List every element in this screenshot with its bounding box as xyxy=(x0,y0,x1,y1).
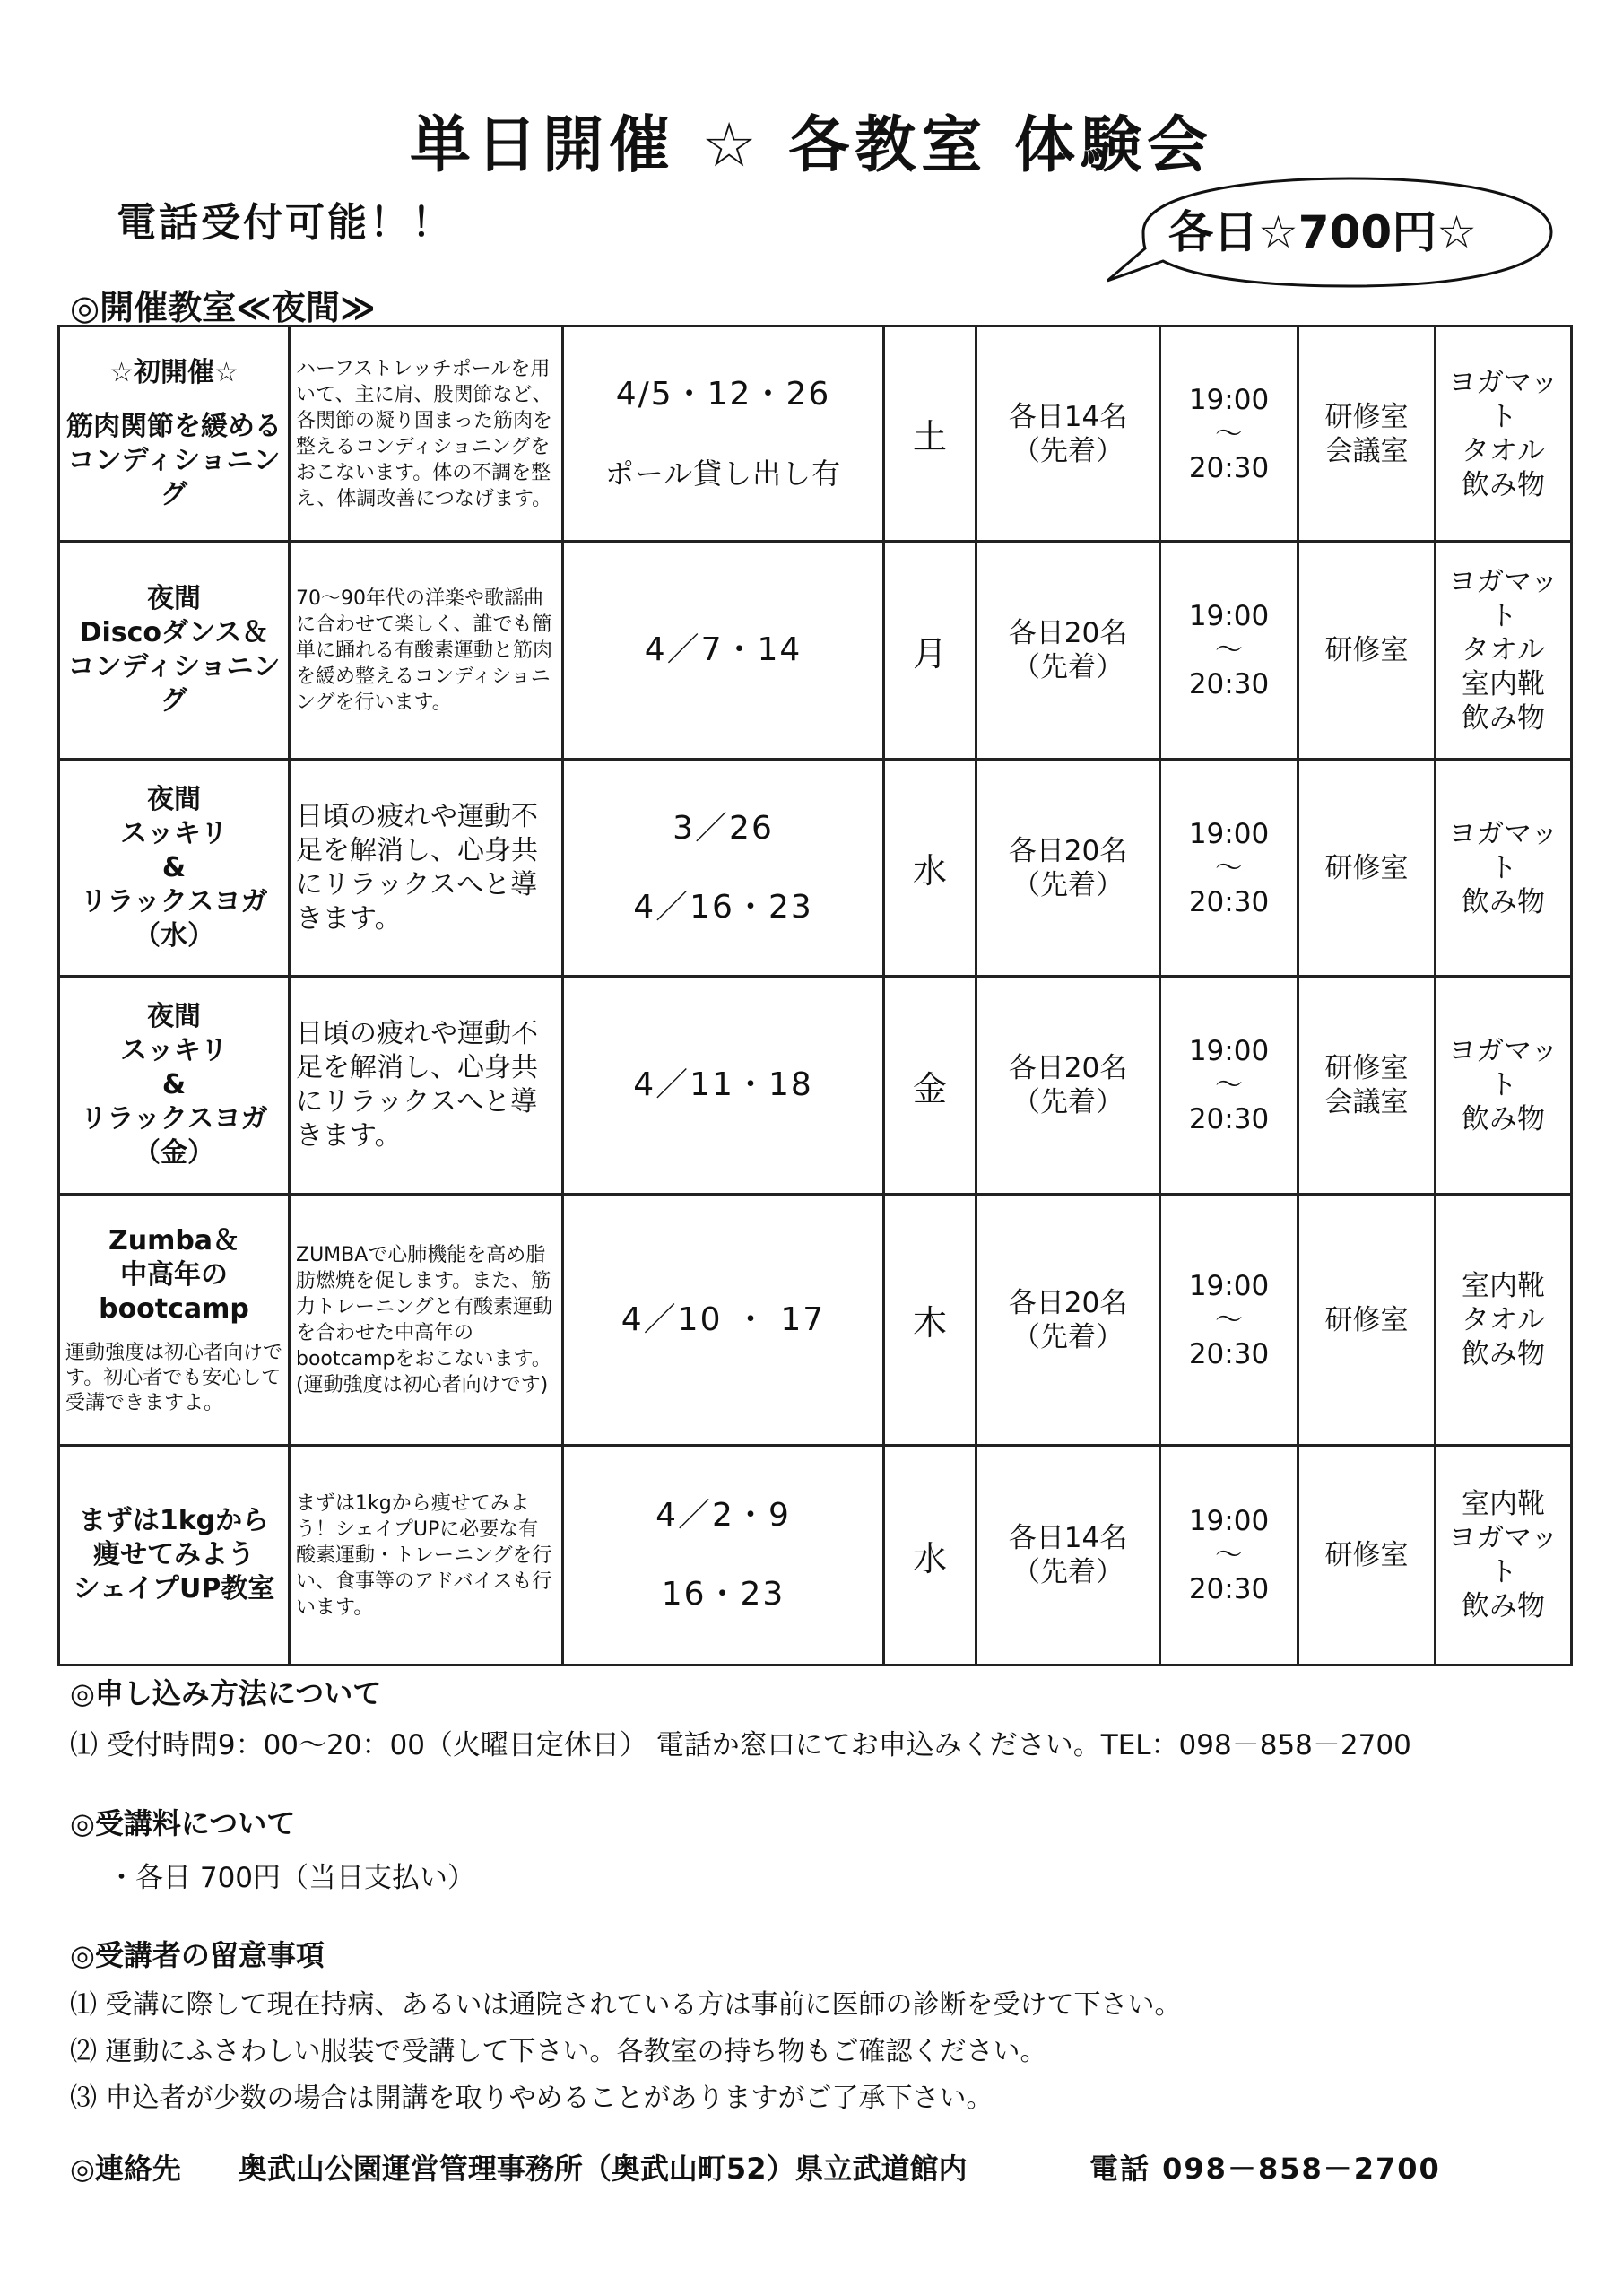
class-name-line: 中高年の xyxy=(120,1258,228,1291)
class-weekday: 土 xyxy=(884,326,976,542)
class-capacity-line: 各日20名 xyxy=(1008,834,1128,867)
class-room xyxy=(1298,977,1436,1195)
class-name-line: コンディショニング xyxy=(67,444,281,510)
class-time xyxy=(1160,760,1298,977)
class-dates-line: 16・23 xyxy=(661,1576,785,1613)
class-room-line: 研修室 xyxy=(1324,634,1409,666)
class-name-line: 痩せてみよう xyxy=(93,1539,255,1570)
class-weekday: 木 xyxy=(884,1195,976,1446)
class-name-line: bootcamp xyxy=(99,1292,249,1325)
class-row xyxy=(59,542,1572,760)
class-row xyxy=(59,977,1572,1195)
apply-line: ⑴ 受付時間9：00～20：00（火曜日定休日） 電話か窓口にてお申込みください。TEL：098－858－2700 xyxy=(70,1729,1411,1761)
class-capacity-line: 各日20名 xyxy=(1008,1052,1128,1084)
class-name-line: ☆初開催☆ xyxy=(109,356,239,388)
class-time xyxy=(1160,1195,1298,1446)
class-room-line: 研修室 xyxy=(1324,1539,1409,1571)
phone-reception-note: 電話受付可能！！ xyxy=(117,200,454,246)
class-dates xyxy=(563,977,884,1195)
class-capacity-line: 各日14名 xyxy=(1008,1522,1128,1554)
notes-heading: ◎受講者の留意事項 xyxy=(70,1938,325,1972)
class-dates-line: 4／11・18 xyxy=(633,1066,813,1103)
class-capacity-line: （先着） xyxy=(1012,1086,1124,1118)
class-dates xyxy=(563,760,884,977)
class-items-to-bring-line: 飲み物 xyxy=(1462,1590,1545,1622)
class-items-to-bring-line: ヨガマット xyxy=(1448,1035,1558,1101)
class-name-line: （水） xyxy=(134,919,214,952)
class-weekday: 水 xyxy=(884,760,976,977)
class-name xyxy=(59,760,290,977)
class-schedule-table xyxy=(57,325,1573,1666)
class-description: まずは1kgから痩せてみよう！シェイプUPに必要な有酸素運動・トレーニングを行い、食事等のアドバイスも行います。 xyxy=(290,1446,563,1665)
class-time-line: 20:30 xyxy=(1188,451,1270,484)
class-row xyxy=(59,326,1572,542)
class-time-line: ～ xyxy=(1215,634,1243,666)
class-time-line: 20:30 xyxy=(1188,668,1270,700)
class-dates-line: 4／2・9 xyxy=(655,1497,791,1534)
class-description: ハーフストレッチポールを用いて、主に肩、股関節など、各関節の凝り固まった筋肉を整えるコンディショニングをおこないます。体の不調を整え、体調改善につなげます。 xyxy=(290,326,563,542)
class-dates xyxy=(563,1195,884,1446)
class-items-to-bring-line: タオル xyxy=(1462,1303,1545,1336)
section-heading-night: ◎開催教室≪夜間≫ xyxy=(70,288,376,327)
class-room xyxy=(1298,542,1436,760)
class-items-to-bring xyxy=(1436,977,1572,1195)
class-name-line: & xyxy=(161,1069,187,1100)
class-items-to-bring-line: ヨガマット xyxy=(1448,366,1558,433)
class-time-line: 19:00 xyxy=(1188,1035,1270,1067)
class-items-to-bring xyxy=(1436,326,1572,542)
class-dates-line: 4／7・14 xyxy=(644,631,803,668)
class-capacity-line: （先着） xyxy=(1012,1556,1124,1588)
price-text: 各日☆700円☆ xyxy=(1167,206,1478,258)
class-capacity-line: （先着） xyxy=(1012,651,1124,683)
class-items-to-bring-line: 室内靴 xyxy=(1462,1488,1545,1520)
class-time-line: ～ xyxy=(1215,417,1243,450)
class-description: 日頃の疲れや運動不足を解消し、心身共にリラックスへと導きます。 xyxy=(290,977,563,1195)
class-name-line: まずは1kgから xyxy=(78,1505,270,1536)
class-room xyxy=(1298,760,1436,977)
class-items-to-bring-line: ヨガマット xyxy=(1448,817,1558,884)
class-items-to-bring-line: ヨガマット xyxy=(1448,1522,1558,1588)
notes-item: ⑴ 受講に際して現在持病、あるいは通院されている方は事前に医師の診断を受けて下さい。 xyxy=(70,1989,1182,2021)
class-weekday: 水 xyxy=(884,1446,976,1665)
class-dates xyxy=(563,326,884,542)
class-capacity xyxy=(976,542,1160,760)
class-time-line: 20:30 xyxy=(1188,1103,1270,1135)
class-room-line: 研修室 xyxy=(1324,1303,1409,1336)
class-time-line: 20:30 xyxy=(1188,885,1270,918)
class-name-line: リラックスヨガ xyxy=(80,885,268,918)
class-room-line: 会議室 xyxy=(1324,434,1409,467)
class-dates xyxy=(563,542,884,760)
class-room xyxy=(1298,1446,1436,1665)
class-name xyxy=(59,1195,290,1446)
class-sub-note: 運動強度は初心者向けです。初心者でも安心して受講できますよ。 xyxy=(65,1341,283,1414)
class-name-line: スッキリ xyxy=(120,817,228,849)
class-description: 日頃の疲れや運動不足を解消し、心身共にリラックスへと導きます。 xyxy=(290,760,563,977)
class-capacity-line: （先着） xyxy=(1012,1320,1124,1353)
class-capacity xyxy=(976,1195,1160,1446)
fee-line: ・各日 700円（当日支払い） xyxy=(108,1862,476,1894)
contact-label: ◎連絡先 奥武山公園運営管理事務所（奥武山町52）県立武道館内 xyxy=(70,2152,968,2186)
class-name-line: 夜間 xyxy=(147,1001,201,1032)
class-items-to-bring-line: 飲み物 xyxy=(1462,468,1545,501)
class-room-line: 研修室 xyxy=(1324,1052,1409,1084)
class-capacity xyxy=(976,760,1160,977)
class-room xyxy=(1298,1195,1436,1446)
class-time-line: ～ xyxy=(1215,1539,1243,1571)
class-time-line: 19:00 xyxy=(1188,1269,1270,1302)
class-capacity xyxy=(976,326,1160,542)
apply-heading: ◎申し込み方法について xyxy=(70,1676,382,1710)
class-time xyxy=(1160,977,1298,1195)
class-name-line: シェイプUP教室 xyxy=(73,1573,275,1605)
class-items-to-bring xyxy=(1436,1446,1572,1665)
class-items-to-bring xyxy=(1436,760,1572,977)
class-name-line: Zumba＆ xyxy=(108,1224,240,1257)
class-name-line: スッキリ xyxy=(120,1035,228,1066)
class-room-line: 研修室 xyxy=(1324,851,1409,884)
class-capacity xyxy=(976,977,1160,1195)
class-items-to-bring-line: 飲み物 xyxy=(1462,1337,1545,1370)
class-name-line: Discoダンス＆ xyxy=(79,617,269,648)
class-capacity-line: 各日14名 xyxy=(1008,400,1128,433)
class-name-line: 夜間 xyxy=(147,583,201,614)
class-row xyxy=(59,1446,1572,1665)
class-time xyxy=(1160,542,1298,760)
class-dates xyxy=(563,1446,884,1665)
class-description: 70～90年代の洋楽や歌謡曲に合わせて楽しく、誰でも簡単に踊れる有酸素運動と筋肉を緩め整えるコンディショニングを行います。 xyxy=(290,542,563,760)
class-row xyxy=(59,760,1572,977)
class-capacity-line: （先着） xyxy=(1012,868,1124,901)
class-time-line: 19:00 xyxy=(1188,383,1270,416)
class-items-to-bring xyxy=(1436,1195,1572,1446)
class-dates-line: ポール貸し出し有 xyxy=(604,456,842,491)
class-name-line: 筋肉関節を緩める xyxy=(66,410,282,442)
class-time xyxy=(1160,326,1298,542)
class-weekday: 金 xyxy=(884,977,976,1195)
class-name-line: （金） xyxy=(134,1137,214,1169)
class-items-to-bring-line: タオル xyxy=(1462,434,1545,467)
class-capacity-line: 各日20名 xyxy=(1008,1286,1128,1319)
contact-phone: 電話 098－858－2700 xyxy=(1089,2152,1441,2186)
class-dates-line: 4／16・23 xyxy=(633,888,813,926)
class-time-line: ～ xyxy=(1215,1303,1243,1336)
class-items-to-bring-line: ヨガマット xyxy=(1448,566,1558,632)
class-name xyxy=(59,977,290,1195)
fee-heading: ◎受講料について xyxy=(70,1806,296,1840)
class-time-line: 20:30 xyxy=(1188,1337,1270,1370)
class-items-to-bring-line: タオル xyxy=(1462,634,1545,666)
class-time-line: 19:00 xyxy=(1188,600,1270,632)
class-time-line: ～ xyxy=(1215,851,1243,884)
class-items-to-bring xyxy=(1436,542,1572,760)
class-dates-line: 4／10 ・ 17 xyxy=(621,1300,826,1338)
class-name xyxy=(59,1446,290,1665)
class-description: ZUMBAで心肺機能を高め脂肪燃焼を促します。また、筋力トレーニングと有酸素運動を合わせた中高年のbootcampをおこないます。(運動強度は初心者向けです) xyxy=(290,1195,563,1446)
class-items-to-bring-line: 飲み物 xyxy=(1462,885,1545,918)
class-dates-line: 3／26 xyxy=(673,809,774,847)
class-name xyxy=(59,326,290,542)
class-name-line: コンディショニング xyxy=(67,651,281,717)
class-row xyxy=(59,1195,1572,1446)
class-time-line: 19:00 xyxy=(1188,1505,1270,1537)
class-time-line: ～ xyxy=(1215,1069,1243,1101)
class-time-line: 20:30 xyxy=(1188,1573,1270,1605)
class-items-to-bring-line: 室内靴 xyxy=(1462,668,1545,700)
class-items-to-bring-line: 飲み物 xyxy=(1462,702,1545,735)
class-items-to-bring-line: 室内靴 xyxy=(1462,1269,1545,1302)
page-title: 単日開催 ☆ 各教室 体験会 xyxy=(410,110,1213,181)
class-name-line: 夜間 xyxy=(147,783,201,815)
class-room-line: 研修室 xyxy=(1324,400,1409,433)
class-capacity-line: 各日20名 xyxy=(1008,617,1128,649)
class-name-line: & xyxy=(161,851,187,883)
notes-item: ⑵ 運動にふさわしい服装で受講して下さい。各教室の持ち物もご確認ください。 xyxy=(70,2036,1047,2067)
class-weekday: 月 xyxy=(884,542,976,760)
class-time-line: 19:00 xyxy=(1188,817,1270,850)
notes-item: ⑶ 申込者が少数の場合は開講を取りやめることがありますがご了承下さい。 xyxy=(70,2083,994,2114)
class-capacity-line: （先着） xyxy=(1012,434,1124,467)
class-items-to-bring-line: 飲み物 xyxy=(1462,1103,1545,1135)
class-time xyxy=(1160,1446,1298,1665)
class-capacity xyxy=(976,1446,1160,1665)
class-name xyxy=(59,542,290,760)
class-room xyxy=(1298,326,1436,542)
class-name-line: リラックスヨガ xyxy=(80,1103,268,1135)
class-dates-line: 4/5・12・26 xyxy=(615,375,831,413)
class-room-line: 会議室 xyxy=(1324,1086,1409,1118)
price-speech-bubble xyxy=(1089,175,1556,290)
